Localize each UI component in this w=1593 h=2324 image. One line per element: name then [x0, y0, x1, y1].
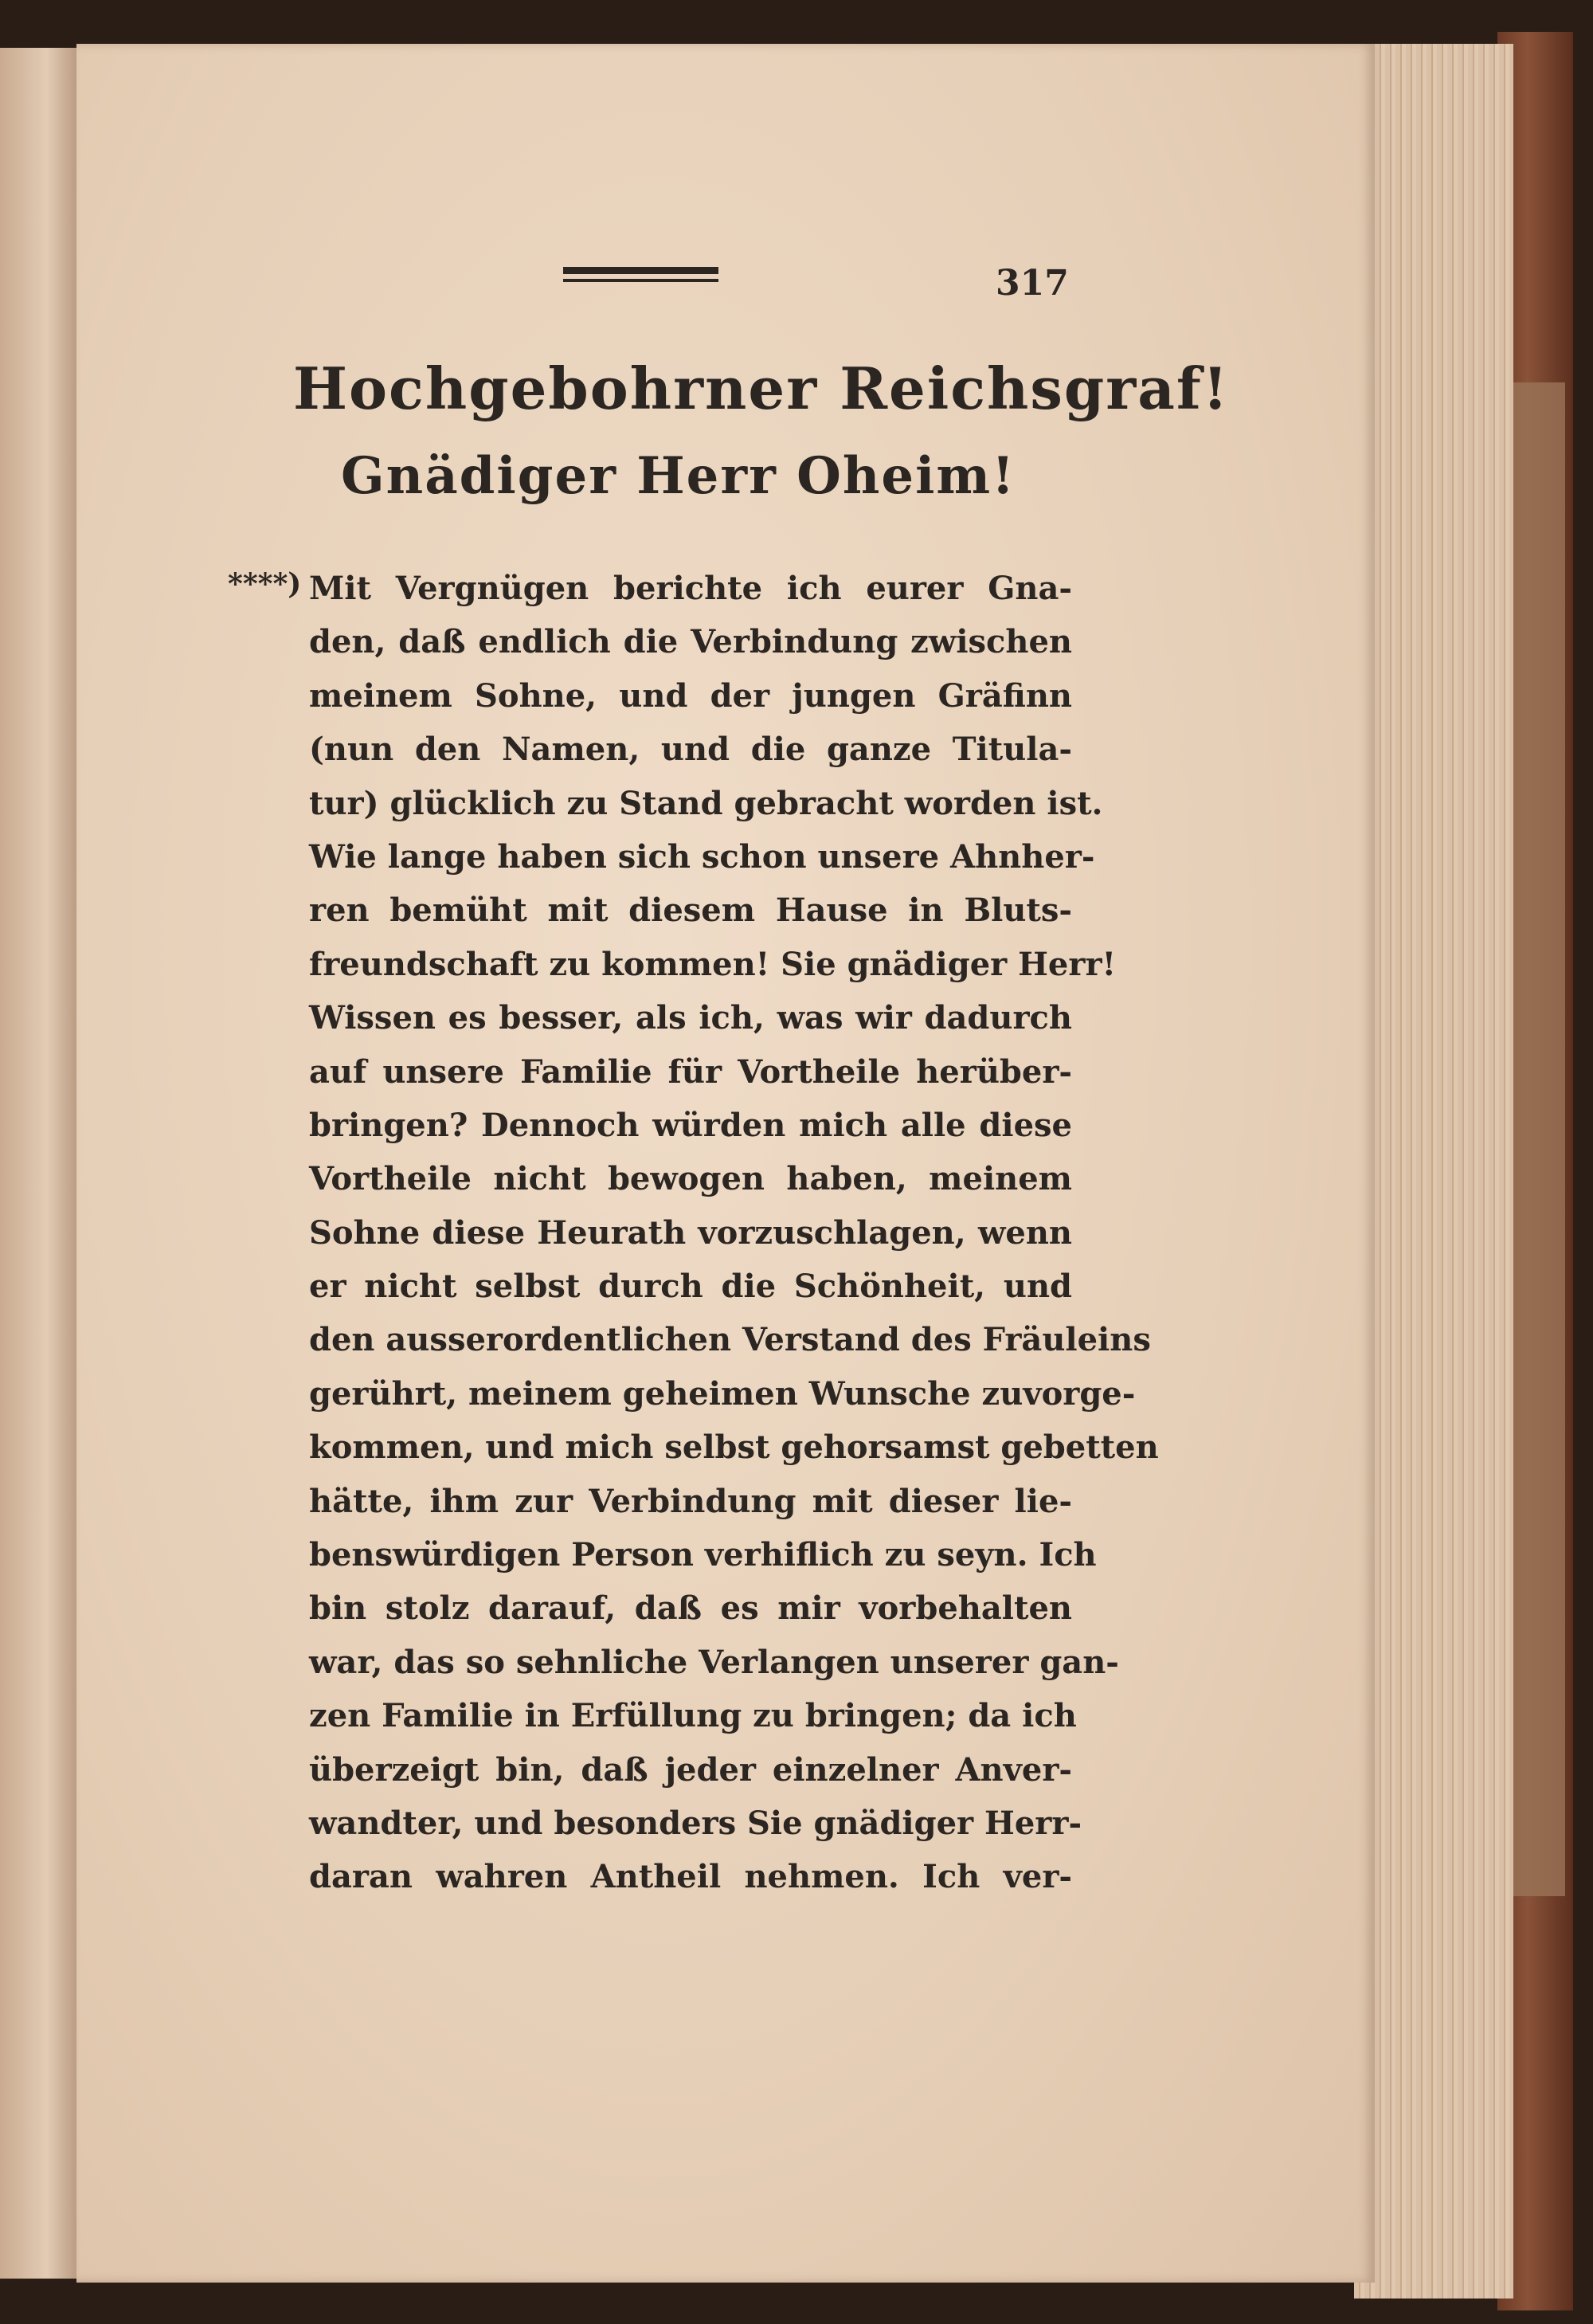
text-line: er nicht selbst durch die Schönheit, und: [309, 1268, 1072, 1306]
header-rule: [563, 267, 718, 274]
text-line: Wie lange haben sich schon unsere Ahnher-: [309, 837, 1095, 876]
text-line: zen Familie in Erfüllung zu bringen; da ich: [309, 1697, 1077, 1735]
text-line: bin stolz darauf, daß es mir vorbehalten: [309, 1589, 1072, 1628]
text-line: auf unsere Familie für Vortheile herüber-: [309, 1052, 1072, 1091]
text-line: Vortheile nicht bewogen haben, meinem: [309, 1160, 1072, 1198]
text-line: kommen, und mich selbst gehorsamst gebetten: [309, 1428, 1159, 1467]
header-rule-thin: [563, 279, 718, 282]
text-line: daran wahren Antheil nehmen. Ich ver-: [309, 1858, 1072, 1896]
letter-title: Hochgebohrner Reichsgraf!: [293, 355, 1230, 422]
text-line: den ausserordentlichen Verstand des Fräuleins: [309, 1321, 1151, 1359]
text-line: war, das so sehnliche Verlangen unserer gan-: [309, 1643, 1119, 1681]
text-line: hätte, ihm zur Verbindung mit dieser lie-: [309, 1482, 1072, 1520]
letter-salutation: Gnädiger Herr Oheim!: [341, 446, 1016, 506]
text-line: überzeigt bin, daß jeder einzelner Anver-: [309, 1750, 1072, 1789]
text-line: meinem Sohne, und der jungen Gräfinn: [309, 676, 1072, 715]
cover-wear: [1505, 382, 1565, 1896]
text-line: bringen? Dennoch würden mich alle diese: [309, 1106, 1072, 1144]
text-line: tur) glücklich zu Stand gebracht worden ist.: [309, 784, 1103, 822]
text-line: ren bemüht mit diesem Hause in Bluts-: [309, 892, 1072, 930]
footnote-marker: ****): [228, 567, 302, 601]
text-line: gerührt, meinem geheimen Wunsche zuvorge-: [309, 1374, 1136, 1413]
text-line: benswürdigen Person verhiflich zu seyn. Ich: [309, 1536, 1097, 1574]
text-line: Mit Vergnügen berichte ich eurer Gna-: [309, 570, 1072, 607]
text-line: wandter, und besonders Sie gnädiger Herr-: [309, 1804, 1082, 1842]
text-line: Wissen es besser, als ich, was wir dadurch: [309, 999, 1072, 1037]
page-edges: [1354, 44, 1513, 2299]
text-line: Sohne diese Heurath vorzuschlagen, wenn: [309, 1213, 1072, 1252]
page-number: 317: [996, 263, 1069, 304]
left-page-edge: [0, 48, 78, 2279]
text-line: freundschaft zu kommen! Sie gnädiger Herr!: [309, 945, 1117, 983]
text-line: den, daß endlich die Verbindung zwischen: [309, 623, 1072, 661]
letter-body: [309, 562, 1159, 1904]
text-line: (nun den Namen, und die ganze Titula-: [309, 731, 1072, 769]
